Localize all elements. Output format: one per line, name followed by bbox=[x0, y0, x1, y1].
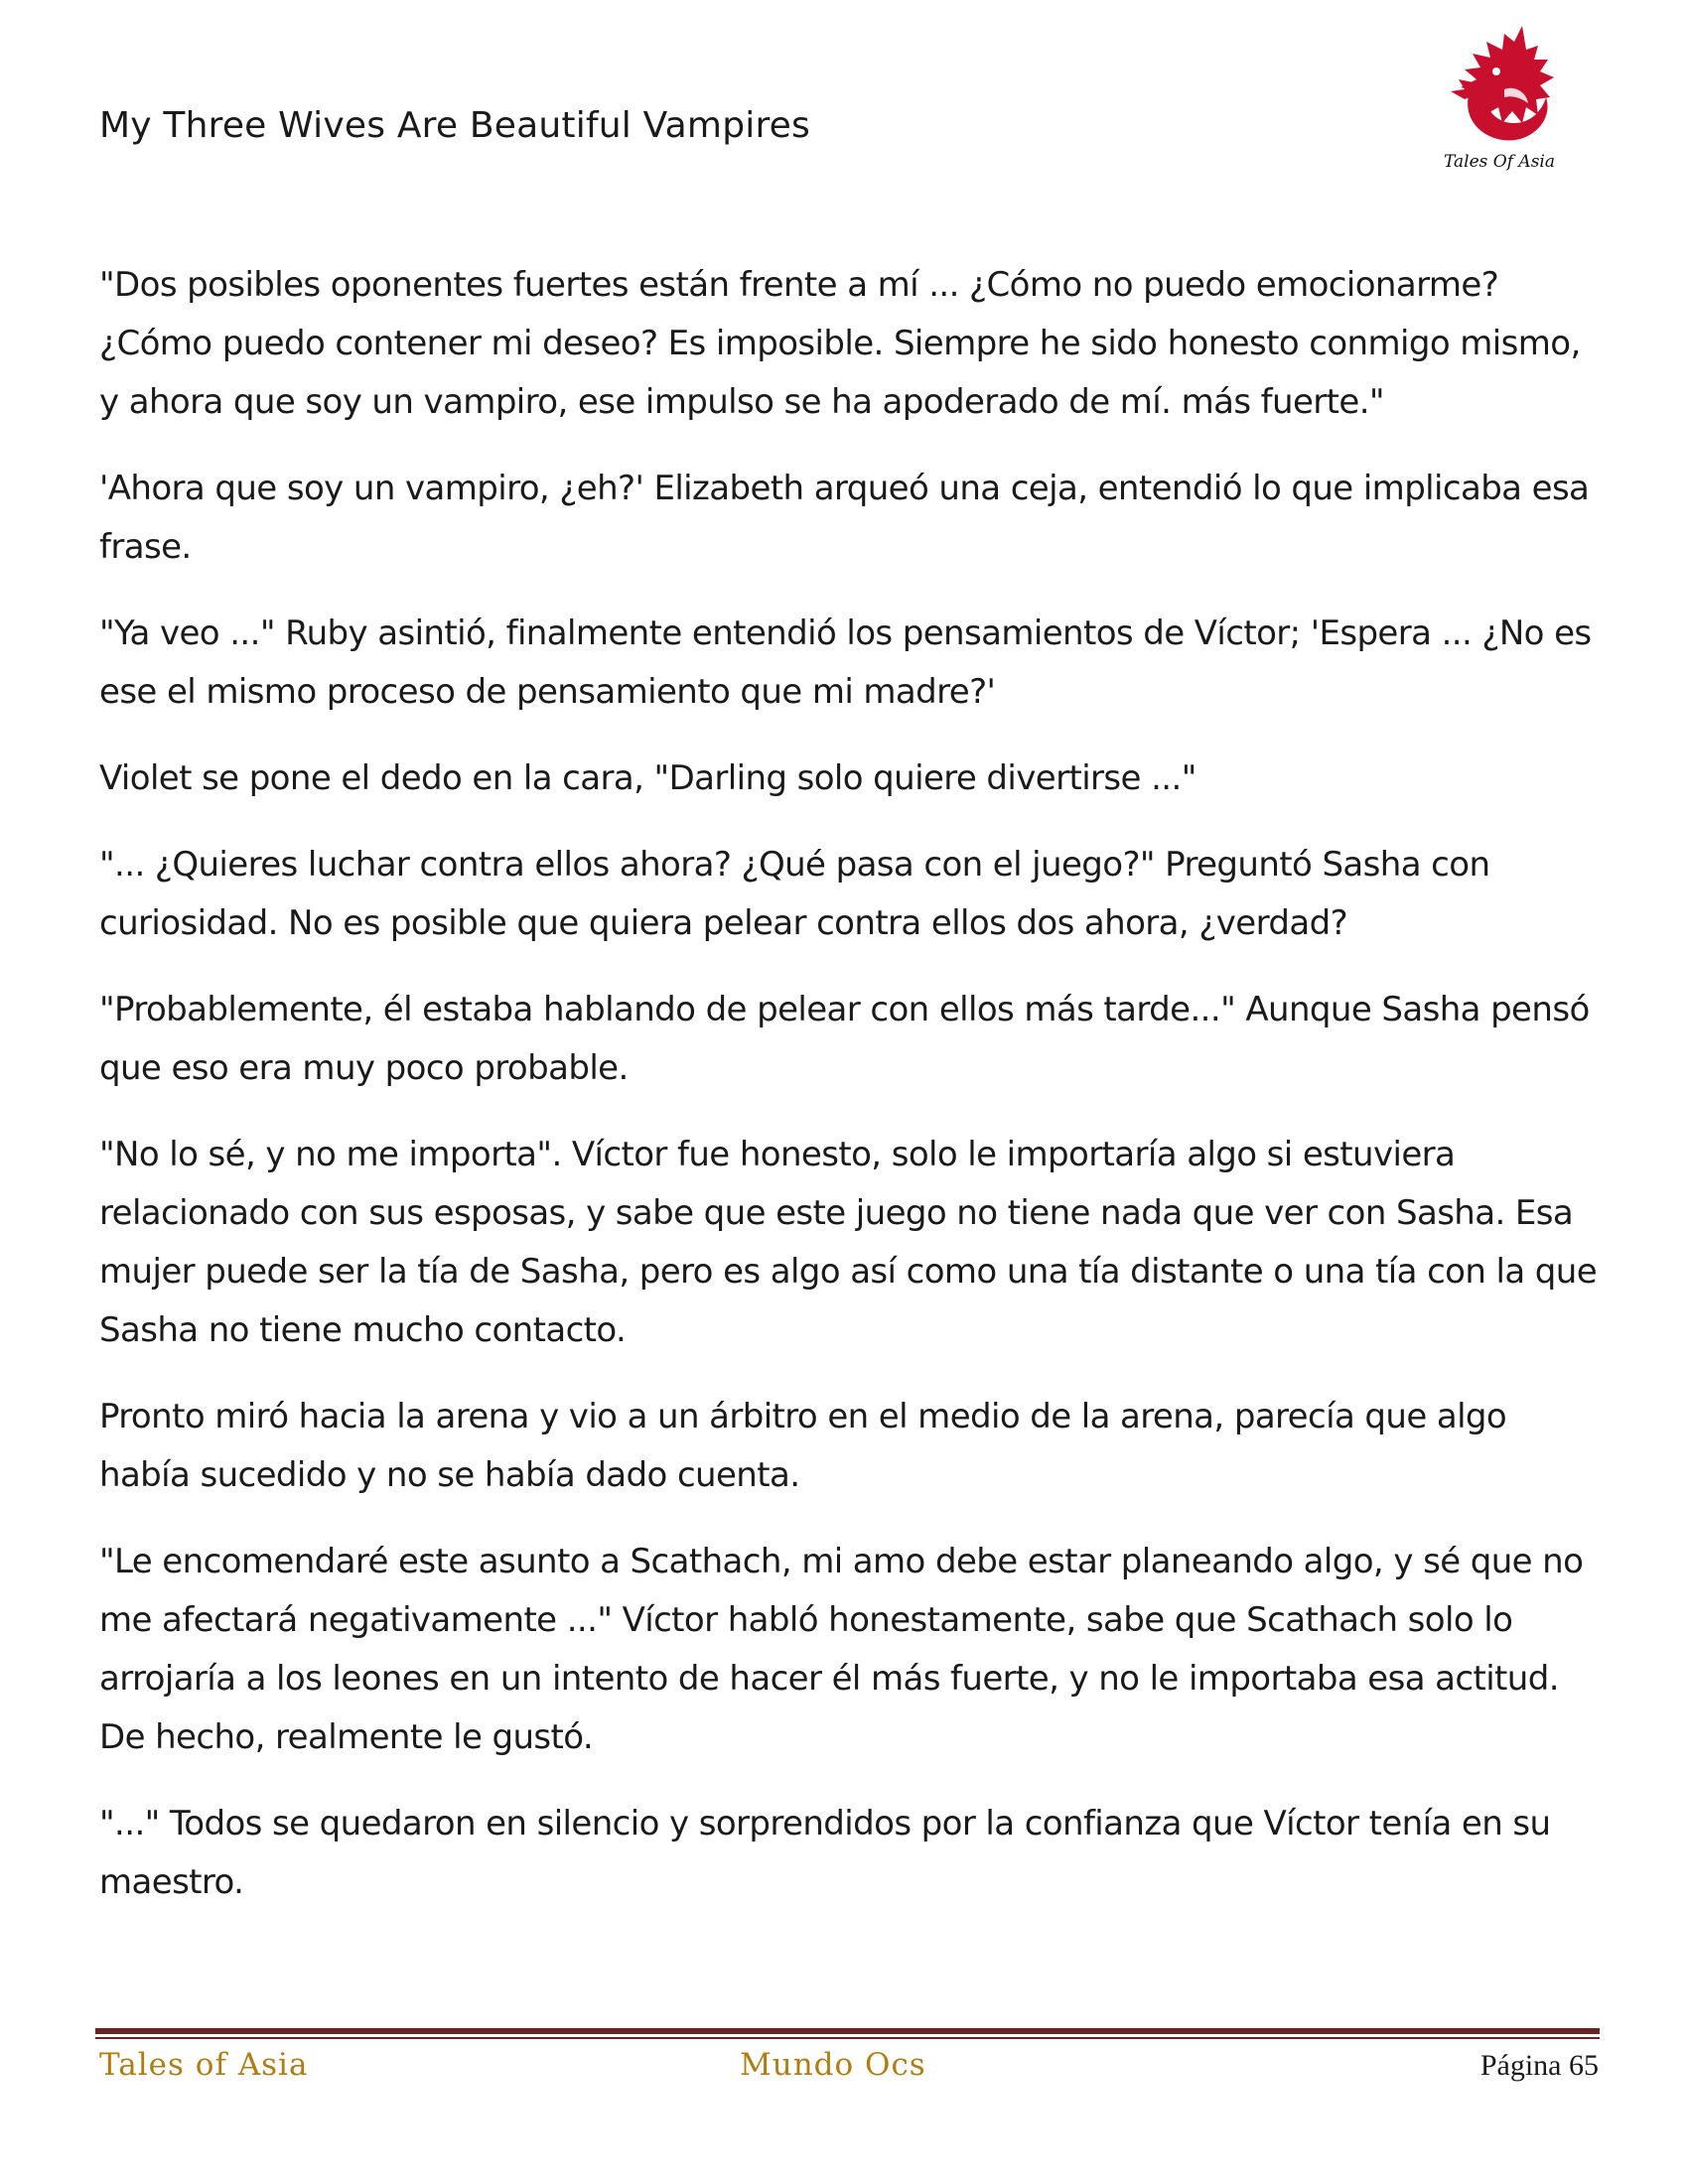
book-title: My Three Wives Are Beautiful Vampires bbox=[99, 105, 810, 146]
footer-translator: Mundo Ocs bbox=[740, 2047, 926, 2083]
paragraph: "Ya veo ..." Ruby asintió, finalmente entendió los pensamientos de Víctor; 'Espera ... ¿No es ese el mismo proceso de pensamiento que mi madre?' bbox=[99, 614, 1592, 712]
paragraph: "No lo sé, y no me importa". Víctor fue honesto, solo le importaría algo si estuviera relacionado con sus esposas, y sabe que este juego no tiene nada que ver con Sasha. Esa mujer puede ser la tía de Sasha, pero es algo así como una tía distante o una tía con la que Sasha no tiene mucho contacto. bbox=[99, 1135, 1598, 1350]
page-footer bbox=[99, 2047, 1599, 2097]
paragraph: "Probablemente, él estaba hablando de pelear con ellos más tarde..." Aunque Sasha pensó que eso era muy poco probable. bbox=[99, 990, 1590, 1088]
paragraph: Violet se pone el dedo en la cara, "Darling solo quiere divertirse ..." bbox=[99, 758, 1196, 798]
paragraph: "..." Todos se quedaron en silencio y sorprendidos por la confianza que Víctor tenía en su maestro. bbox=[99, 1804, 1551, 1902]
paragraph: "Dos posibles oponentes fuertes están frente a mí ... ¿Cómo no puedo emocionarme? ¿Cómo puedo contener mi deseo? Es imposible. Siempre he sido honesto conmigo mismo, y ahora que soy un vampiro, ese impulso se ha apoderado de mí. más fuerte." bbox=[99, 265, 1581, 422]
footer-publisher: Tales of Asia bbox=[99, 2047, 309, 2083]
chapter-text bbox=[99, 256, 1599, 1940]
footer-divider-thin bbox=[95, 2037, 1600, 2039]
logo-text: Tales Of Asia bbox=[1444, 152, 1555, 172]
paragraph: "Le encomendaré este asunto a Scathach, mi amo debe estar planeando algo, y sé que no me afectará negativamente ..." Víctor habló honestamente, sabe que Scathach solo lo arrojaría a los leones en un intento de hacer él más fuerte, y no le importaba esa actitud. De hecho, realmente le gustó. bbox=[99, 1542, 1584, 1757]
paragraph: 'Ahora que soy un vampiro, ¿eh?' Elizabeth arqueó una ceja, entendió lo que implicaba esa frase. bbox=[99, 469, 1590, 567]
red-dragon-icon bbox=[1435, 20, 1564, 159]
footer-divider bbox=[95, 2028, 1600, 2034]
publisher-logo bbox=[1435, 20, 1564, 179]
paragraph: "... ¿Quieres luchar contra ellos ahora? ¿Qué pasa con el juego?" Preguntó Sasha con curiosidad. No es posible que quiera pelear contra ellos dos ahora, ¿verdad? bbox=[99, 845, 1490, 943]
paragraph: Pronto miró hacia la arena y vio a un árbitro en el medio de la arena, parecía que algo había sucedido y no se había dado cuenta. bbox=[99, 1397, 1507, 1495]
page-header bbox=[99, 99, 1589, 189]
page-number: Página 65 bbox=[1479, 2049, 1599, 2082]
